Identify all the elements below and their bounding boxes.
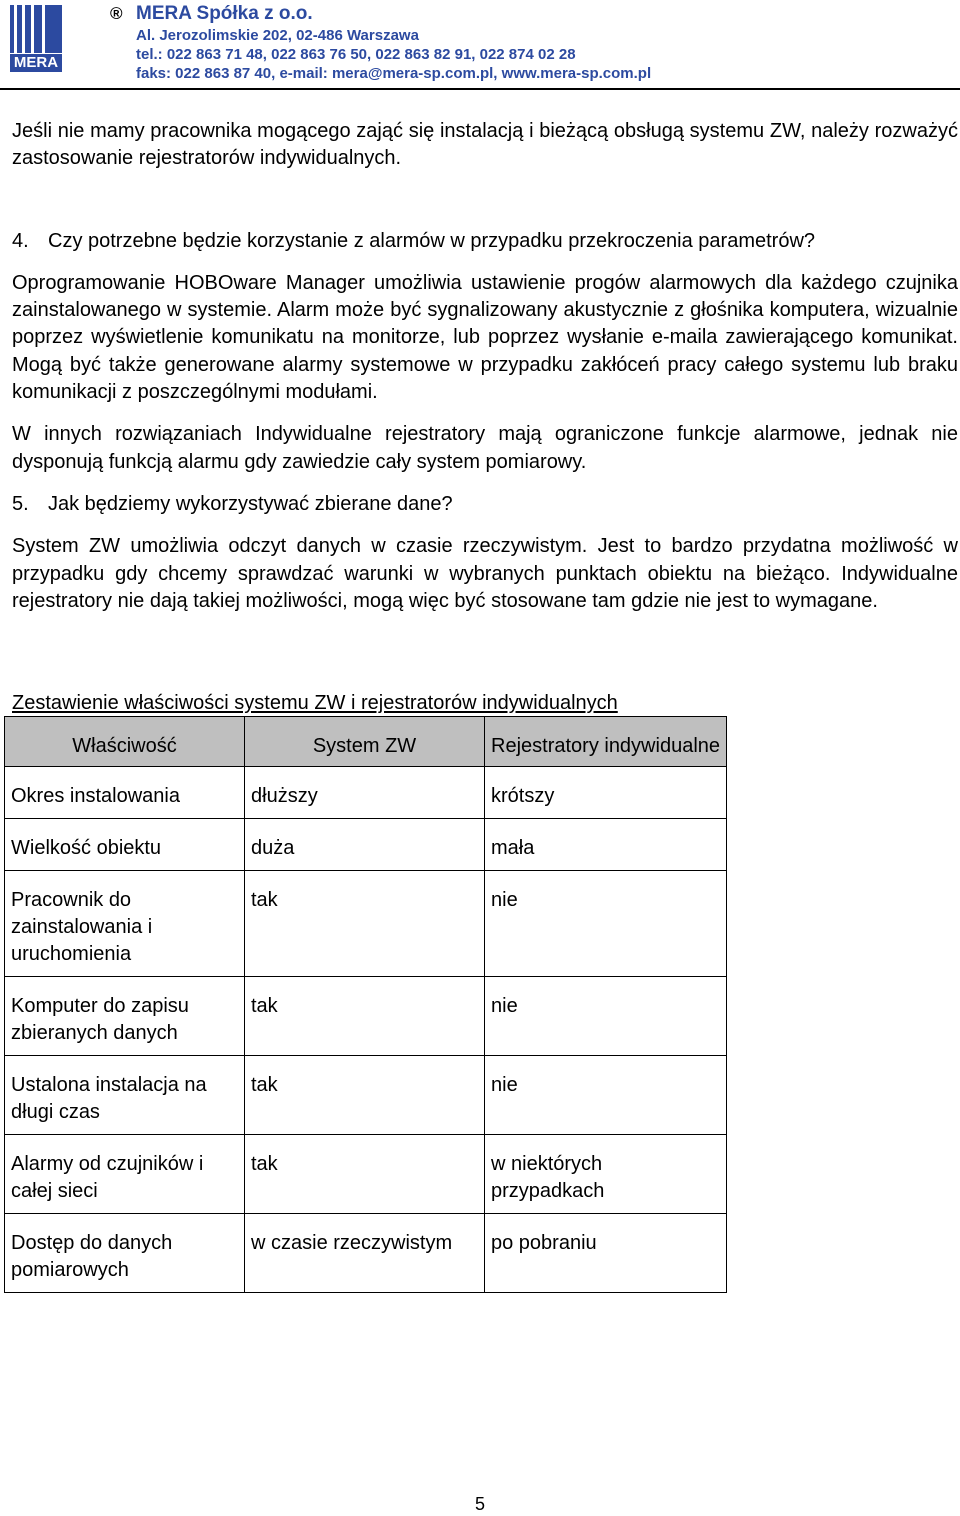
column-header-loggers: Rejestratory indywidualne: [485, 717, 727, 767]
mera-logo: [10, 5, 62, 83]
table-row: [5, 1056, 727, 1135]
document-body: [12, 118, 958, 615]
column-header-property: Właściwość: [5, 717, 245, 767]
header-rule: [0, 88, 960, 90]
table-cell: Komputer do zapisu zbieranych danych: [5, 977, 245, 1056]
table-header-row: [5, 717, 727, 767]
table-cell: tak: [245, 871, 485, 977]
alarm-paragraph: Oprogramowanie HOBOware Manager umożliwia ustawienie progów alarmowych dla każdego czujnika zainstalowanego w systemie. Alarm może być sygnalizowany akustycznie z głośnika komputera, wizualnie poprzez wyświetlenie komunikatu na monitorze, lub poprzez wysłanie e-maila zawierającego komunikat. Mogą być także generowane alarmy systemowe w przypadku zakłóceń pracy całego systemu lub braku komunikacji z poszczególnymi modułami.: [12, 271, 958, 404]
intro-paragraph: Jeśli nie mamy pracownika mogącego zająć się instalacją i bieżącą obsługą systemu ZW, należy rozważyć zastosowanie rejestratorów indywidualnych.: [12, 120, 958, 170]
table-row: [5, 767, 727, 819]
data-usage-paragraph: System ZW umożliwia odczyt danych w czasie rzeczywistym. Jest to bardzo przydatna możliwość w przypadku gdy chcemy sprawdzać warunki w wybranych punktach obiektu na bieżąco. Indywidualne rejestratory nie dają takiej możliwości, mogą więc być stosowane tam gdzie nie jest to wymagane.: [12, 535, 958, 612]
table-cell: tak: [245, 1056, 485, 1135]
question-4-text: Czy potrzebne będzie korzystanie z alarmów w przypadku przekroczenia parametrów?: [48, 229, 816, 252]
table-cell: tak: [245, 1135, 485, 1214]
table-row: [5, 871, 727, 977]
table-row: [5, 819, 727, 871]
comparison-table: [4, 716, 727, 1293]
table-cell: w niektórych przypadkach: [485, 1135, 727, 1214]
question-4: [12, 228, 958, 255]
company-phones: tel.: 022 863 71 48, 022 863 76 50, 022 863 82 91, 022 874 02 28: [136, 46, 576, 63]
company-fax-email: faks: 022 863 87 40, e-mail: mera@mera-sp.com.pl, www.mera-sp.com.pl: [136, 65, 652, 82]
table-cell: Dostęp do danych pomiarowych: [5, 1214, 245, 1293]
table-row: [5, 1135, 727, 1214]
column-header-system-zw: System ZW: [245, 717, 485, 767]
table-cell: tak: [245, 977, 485, 1056]
company-address: Al. Jerozolimskie 202, 02-486 Warszawa: [136, 27, 419, 44]
question-5-number: 5.: [12, 492, 29, 515]
table-cell: Pracownik do zainstalowania i uruchomienia: [5, 871, 245, 977]
table-cell: po pobraniu: [485, 1214, 727, 1293]
logo-bars: [10, 5, 62, 53]
table-cell: dłuższy: [245, 767, 485, 819]
table-cell: krótszy: [485, 767, 727, 819]
table-caption: Zestawienie właściwości systemu ZW i rejestratorów indywidualnych: [12, 692, 618, 714]
question-5-text: Jak będziemy wykorzystywać zbierane dane?: [48, 492, 453, 515]
other-solutions-paragraph: W innych rozwiązaniach Indywidualne rejestratory mają ograniczone funkcje alarmowe, jednak nie dysponują funkcją alarmu gdy zawiedzie cały system pomiarowy.: [12, 423, 958, 473]
table-cell: Alarmy od czujników i całej sieci: [5, 1135, 245, 1214]
table-cell: nie: [485, 1056, 727, 1135]
table-row: [5, 1214, 727, 1293]
page-header: [0, 0, 960, 92]
table-cell: w czasie rzeczywistym: [245, 1214, 485, 1293]
page-number: 5: [474, 1494, 485, 1514]
question-4-number: 4.: [12, 229, 29, 252]
table-cell: nie: [485, 977, 727, 1056]
table-cell: nie: [485, 871, 727, 977]
table-cell: Wielkość obiektu: [5, 819, 245, 871]
table-cell: mała: [485, 819, 727, 871]
table-row: [5, 977, 727, 1056]
company-name: MERA Spółka z o.o.: [136, 3, 313, 24]
logo-text: MERA: [10, 54, 62, 72]
registered-mark: ®: [110, 4, 123, 23]
question-5: [12, 491, 958, 518]
table-cell: duża: [245, 819, 485, 871]
table-cell: Ustalona instalacja na długi czas: [5, 1056, 245, 1135]
table-cell: Okres instalowania: [5, 767, 245, 819]
